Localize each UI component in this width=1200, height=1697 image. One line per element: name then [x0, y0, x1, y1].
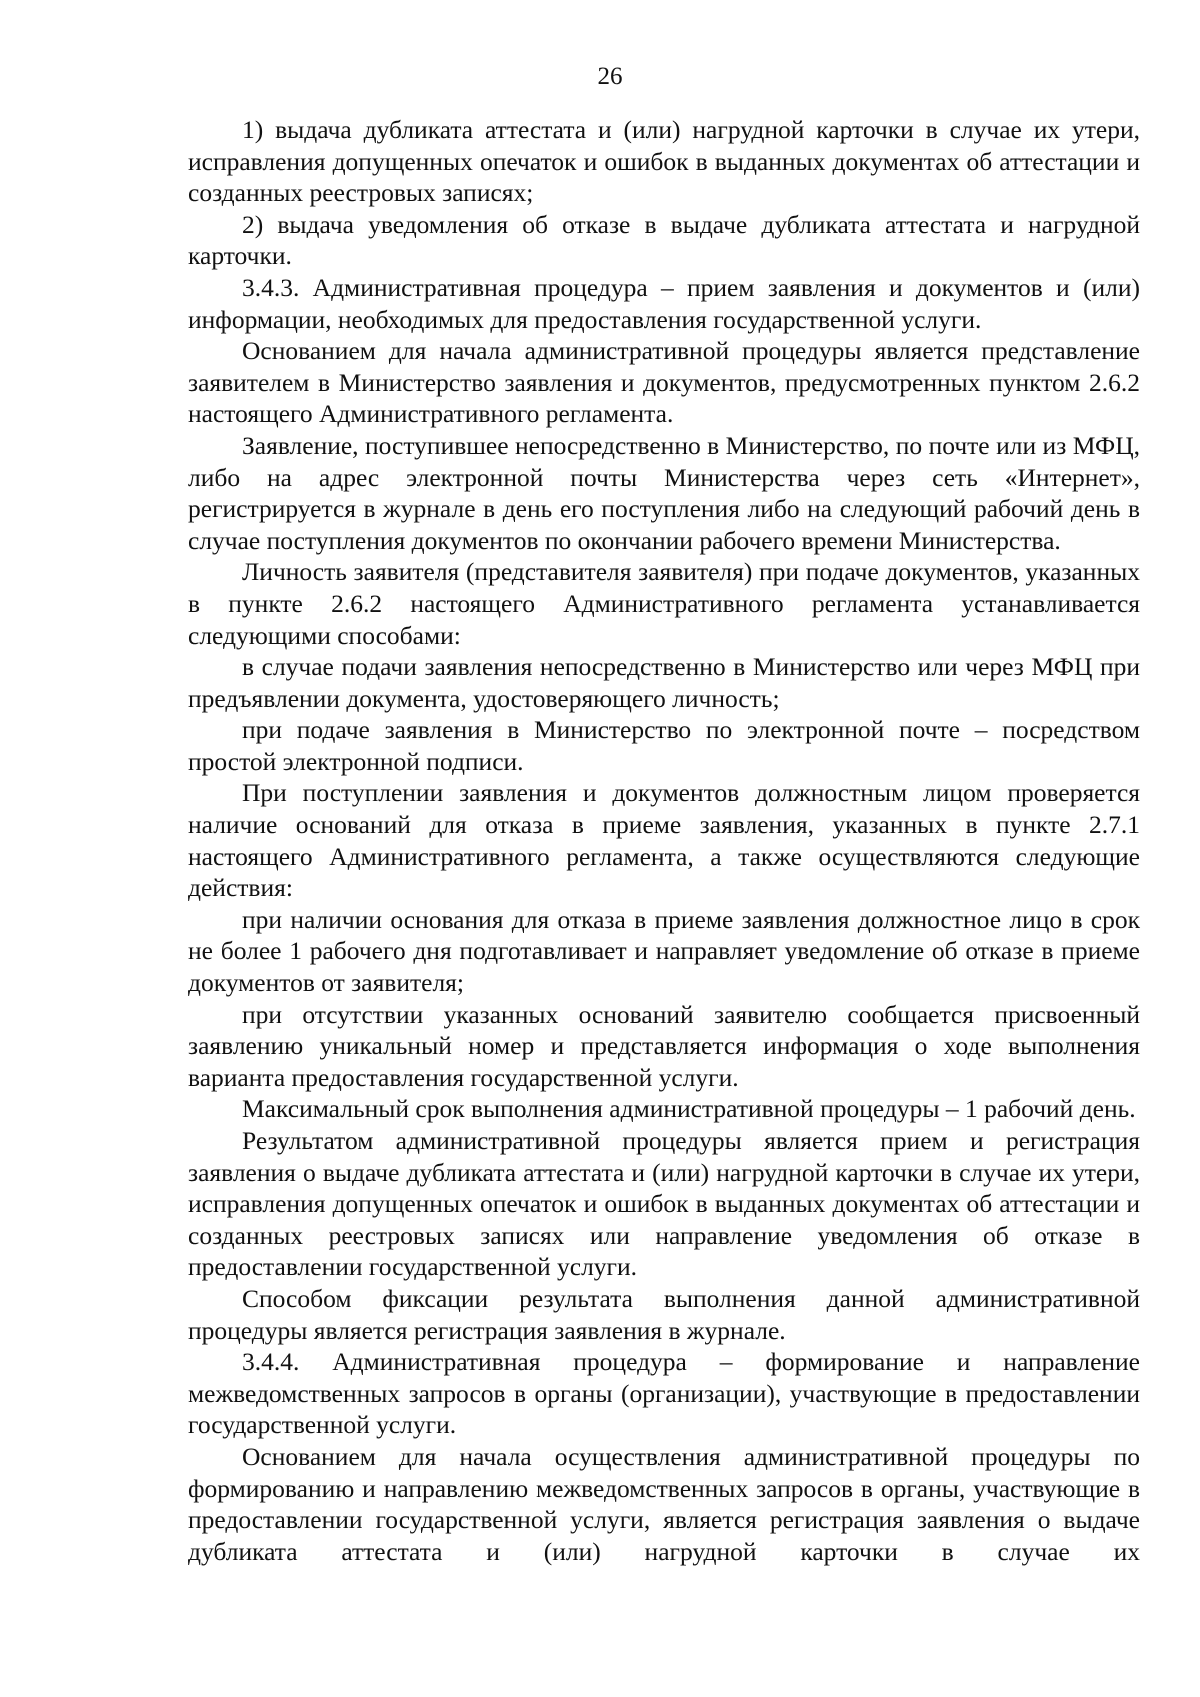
paragraph-identity-in-person: в случае подачи заявления непосредственно в Министерство или через МФЦ при предъявлении документа, удостоверяющего личность; [188, 652, 1140, 713]
paragraph-refusal-notice: при наличии основания для отказа в приеме заявления должностное лицо в срок не более 1 рабочего дня подготавливает и направляет уведомление об отказе в приеме документов от заявителя; [188, 904, 1140, 998]
page-number: 26 [597, 63, 623, 90]
paragraph-checking-grounds: При поступлении заявления и документов должностным лицом проверяется наличие оснований для отказа в приеме заявления, указанных в пункте 2.7.1 настоящего Административного регламента, а также осуществляются следующие действия: [188, 778, 1140, 903]
paragraph-application-registration: Заявление, поступившее непосредственно в Министерство, по почте или из МФЦ, либо на адрес электронной почты Министерства через сеть «Интернет», регистрируется в журнале в день его поступления либо на следующий рабочий день в случае поступления документов по окончании рабочего времени Министерства. [188, 430, 1140, 555]
paragraph-max-term: Максимальный срок выполнения административной процедуры – 1 рабочий день. [242, 1094, 1136, 1124]
paragraph-result-2: 2) выдача уведомления об отказе в выдаче дубликата аттестата и нагрудной карточки. [188, 209, 1140, 271]
paragraph-fixation-method: Способом фиксации результата выполнения данной административной процедуры является регистрация заявления в журнале. [188, 1283, 1140, 1345]
paragraph-procedure-result: Результатом административной процедуры является прием и регистрация заявления о выдаче дубликата аттестата и (или) нагрудной карточки в случае их утери, исправления допущенных опечаток и ошибок в выданных документах об аттестации и созданных реестровых записях или направление уведомления об отказе в предоставлении государственной услуги. [188, 1126, 1140, 1282]
paragraph-interagency-basis: Основанием для начала осуществления административной процедуры по формированию и направлению межведомственных запросов в органы, участвующие в предоставлении государственной услуги, является регистрация заявления о выдаче дубликата аттестата и (или) нагрудной карточки в случае их [188, 1441, 1140, 1566]
document-body [188, 114, 1140, 1567]
paragraph-identity-verification: Личность заявителя (представителя заявителя) при подаче документов, указанных в пункте 2.6.2 настоящего Административного регламента устанавливается следующими способами: [188, 557, 1140, 650]
paragraph-result-1: 1) выдача дубликата аттестата и (или) нагрудной карточки в случае их утери, исправления допущенных опечаток и ошибок в выданных документах об аттестации и созданных реестровых записях; [188, 115, 1140, 208]
paragraph-section-3-4-4: 3.4.4. Административная процедура – формирование и направление межведомственных запросов в органы (организации), участвующие в предоставлении государственной услуги. [188, 1347, 1140, 1440]
paragraph-section-3-4-3: 3.4.3. Административная процедура – прием заявления и документов и (или) информации, необходимых для предоставления государственной услуги. [188, 272, 1140, 334]
paragraph-basis-start: Основанием для начала административной процедуры является представление заявителем в Министерство заявления и документов, предусмотренных пунктом 2.6.2 настоящего Административного регламента. [188, 336, 1140, 429]
paragraph-unique-number: при отсутствии указанных оснований заявителю сообщается присвоенный заявлению уникальный номер и представляется информация о ходе выполнения варианта предоставления государственной услуги. [188, 999, 1140, 1092]
paragraph-identity-email: при подаче заявления в Министерство по электронной почте – посредством простой электронной подписи. [188, 715, 1140, 776]
